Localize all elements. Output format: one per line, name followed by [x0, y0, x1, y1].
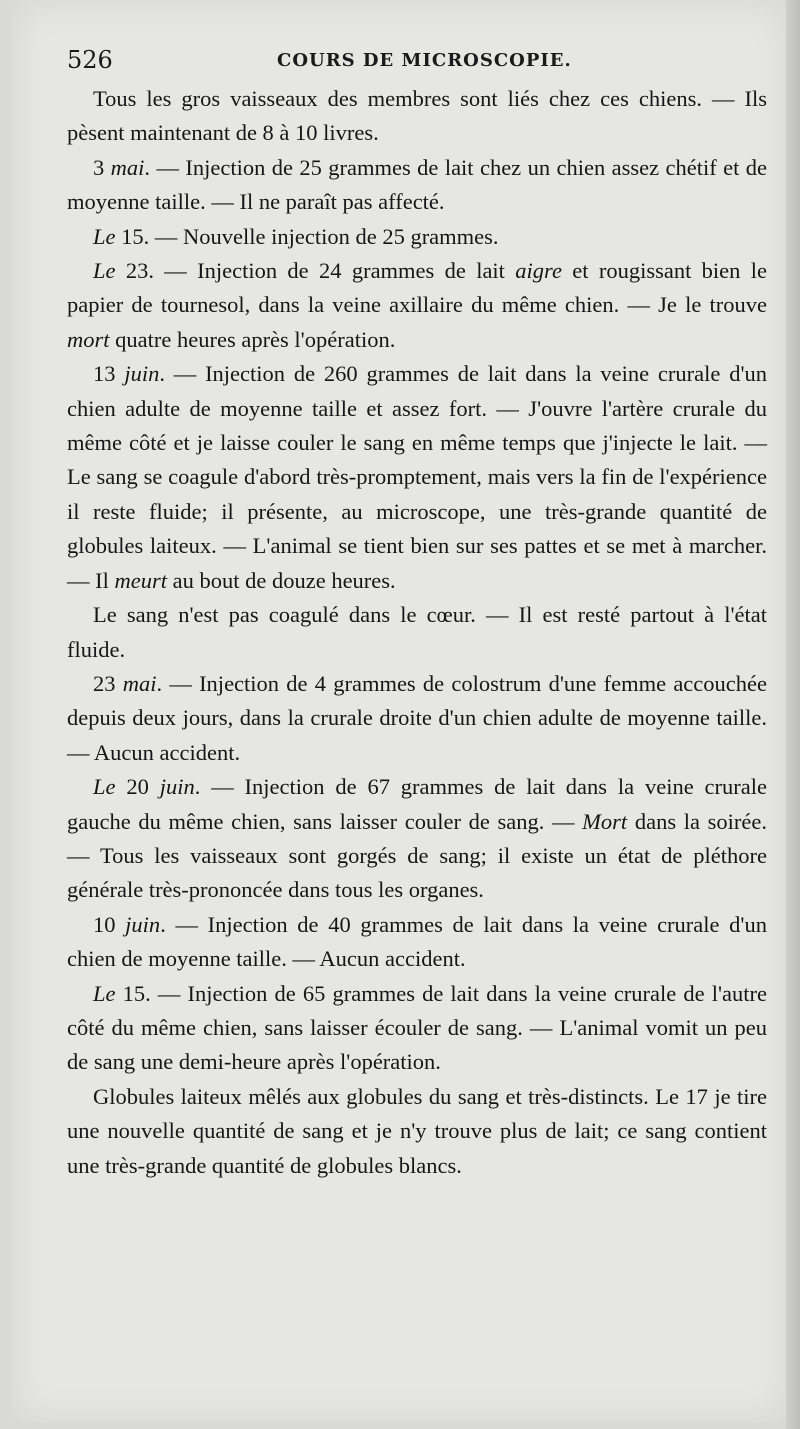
- paragraph: [67, 220, 767, 254]
- italic-text: mort: [67, 326, 110, 352]
- book-page: [12, 0, 790, 1422]
- page-number: 526: [67, 46, 113, 74]
- text-run: Tous les gros vaisseaux des membres sont liés chez ces chiens. — Ils pèsent maintenant de 8 à 10 livres.: [67, 86, 767, 146]
- text-run: 13: [93, 361, 125, 387]
- text-run: 15. — Injection de 65 grammes de lait dans la veine crurale de l'autre côté du même chien, sans laisser écouler de sang. — L'animal vomit un peu de sang une demi-heure après l'opération.: [67, 980, 767, 1075]
- paragraph: [67, 770, 767, 908]
- italic-text: juin: [159, 774, 195, 800]
- italic-text: meurt: [114, 567, 167, 593]
- italic-text: juin: [125, 911, 161, 937]
- text-run: au bout de douze heures.: [167, 567, 396, 593]
- text-run: . — Injection de 67 grammes de lait dans la veine crurale gauche du même chien, sans laisser couler de sang. —: [67, 774, 767, 834]
- text-run: et rougissant bien le papier de tournesol, dans la veine axillaire du même chien. — Je le trouve: [67, 258, 767, 318]
- text-run: 20: [115, 774, 160, 800]
- paragraph: [67, 977, 767, 1080]
- text-run: 3: [93, 154, 111, 180]
- page-header: [67, 46, 767, 78]
- paragraph: [67, 151, 767, 220]
- paragraph: [67, 1080, 767, 1183]
- book-spine-edge: [786, 0, 800, 1429]
- text-run: quatre heures après l'opération.: [109, 326, 396, 352]
- italic-text: aigre: [515, 258, 562, 284]
- text-run: 23: [93, 670, 123, 696]
- italic-text: juin: [124, 361, 160, 387]
- italic-text: mai: [122, 670, 157, 696]
- text-run: . — Injection de 40 grammes de lait dans la veine crurale d'un chien de moyenne taille. — Aucun accident.: [67, 911, 767, 972]
- paragraph: [67, 82, 767, 151]
- italic-text: Le: [93, 223, 116, 249]
- text-run: . — Injection de 260 grammes de lait dans la veine crurale d'un chien adulte de moyenne taille et assez fort. — J'ouvre l'artère crurale du même côté et je laisse couler le sang en même temps que j'injecte le lait. — Le sang se coagule d'abord très-promptement, mais vers la fin de l'expérience il reste fluide; il présente, au microscope, une très-grande quantité de globules laiteux. — L'animal se tient bien sur ses pattes et se met à marcher. — Il: [67, 361, 767, 593]
- text-run: Le sang n'est pas coagulé dans le cœur. — Il est resté partout à l'état fluide.: [67, 602, 767, 662]
- text-run: 15. — Nouvelle injection de 25 grammes.: [115, 223, 499, 249]
- paragraph: [67, 357, 767, 598]
- text-run: 10: [93, 911, 126, 937]
- italic-text: Le: [93, 774, 116, 800]
- italic-text: Le: [93, 258, 116, 284]
- text-run: dans la soirée. — Tous les vaisseaux sont gorgés de sang; il existe un état de pléthore générale très-prononcée dans tous les organes.: [67, 808, 767, 903]
- running-title: COURS DE MICROSCOPIE.: [277, 50, 572, 71]
- paragraph: [67, 908, 767, 977]
- paragraph: [67, 667, 767, 770]
- text-run: . — Injection de 25 grammes de lait chez un chien assez chétif et de moyenne taille. — Il ne paraît pas affecté.: [67, 154, 768, 215]
- paragraph: [67, 598, 767, 667]
- italic-text: Le: [93, 980, 116, 1006]
- text-run: Globules laiteux mêlés aux globules du sang et très-distincts. Le 17 je tire une nouvelle quantité de sang et je n'y trouve plus de lait; ce sang contient une très-grande quantité de globules blancs.: [67, 1083, 767, 1178]
- paragraph: [67, 254, 767, 357]
- text-run: . — Injection de 4 grammes de colostrum d'une femme accouchée depuis deux jours, dans la crurale droite d'un chien adulte de moyenne taille. — Aucun accident.: [67, 670, 767, 765]
- italic-text: mai: [110, 154, 145, 180]
- text-run: 23. — Injection de 24 grammes de lait: [115, 258, 516, 284]
- body-text: [67, 82, 767, 1183]
- italic-text: Mort: [582, 808, 628, 834]
